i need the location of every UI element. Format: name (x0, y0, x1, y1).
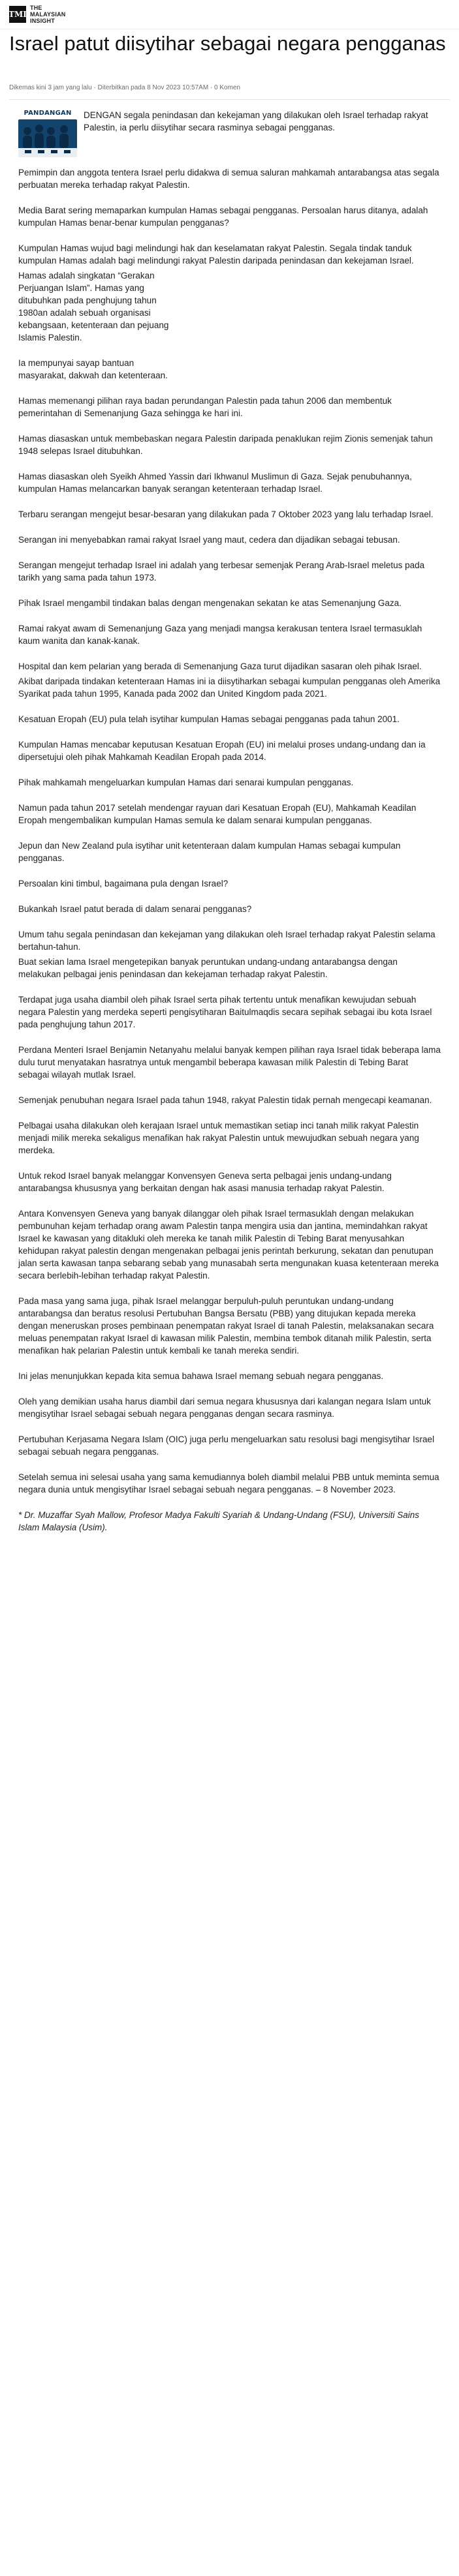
paragraph: Oleh yang demikian usaha harus diambil dari semua negara khususnya dari kalangan negara Islam untuk mengisytihar Israel sebagai sebuah negara pengganas dengan secara rasminya. (18, 1397, 431, 1419)
paragraph: Antara Konvensyen Geneva yang banyak dilanggar oleh pihak Israel termasuklah dengan melakukan pembunuhan kejam terhadap orang awam Palestin tanpa mengira usia dan jantina, memindahkan rakyat Israel ke kawasan yang ditakluki oleh mereka ke tanah milik Palestin di Tebing Barat menyusahkan kehidupan rakyat palestin dengan mengenakan pelbagai jenis perintah berkurung, sekatan dan penutupan jalan serta kawasan tanpa sebarang sebab yang munasabah serta mengunakan kuasa ketenteraan mereka secara berlebih-lebihan terhadap rakyat Palestin. (18, 1209, 439, 1280)
paragraph: Kumpulan Hamas wujud bagi melindungi hak dan keselamatan rakyat Palestin. Segala tindak tanduk kumpulan Hamas adalah bagi melindungi rakyat Palestin daripada penindasan dan kekejaman Israel. (18, 243, 414, 265)
article-header (0, 29, 459, 100)
paragraph: Semenjak penubuhan negara Israel pada tahun 1948, rakyat Palestin tidak pernah mengecapi keamanan. (18, 1095, 432, 1105)
lead-paragraph: DENGAN segala penindasan dan kekejaman yang dilakukan oleh Israel terhadap rakyat Palestin, ia perlu diisytihar secara rasminya sebagai pengganas. (84, 110, 428, 132)
site-header (0, 0, 459, 29)
paragraph: Akibat daripada tindakan ketenteraan Hamas ini ia diisytiharkan sebagai kumpulan pengganas oleh Amerika Syarikat pada tahun 1995, Kanada pada 2002 dan United Kingdom pada 2021. (18, 676, 441, 699)
paragraph: Ini jelas menunjukkan kepada kita semua bahawa Israel memang sebuah negara pengganas. (18, 1371, 384, 1381)
logo-wordmark: THE MALAYSIAN INSIGHT (30, 5, 66, 24)
paragraph: Hamas diasaskan oleh Syeikh Ahmed Yassin dari Ikhwanul Muslimun di Gaza. Sejak penubuhannya, kumpulan Hamas melancarkan banyak serangan ketenteraan terhadap Israel. (18, 472, 412, 494)
paragraph: Hamas adalah singkatan “Gerakan Perjuangan Islam”. Hamas yang ditubuhkan pada penghujung tahun 1980an adalah sebuah organisasi kebangsaan, ketenteraan dan pejuang Islamis Palestin. (18, 271, 169, 342)
paragraph: Serangan mengejut terhadap Israel ini adalah yang terbesar semenjak Perang Arab-Israel meletus pada tarikh yang sama pada tahun 1973. (18, 560, 425, 583)
paragraph: Kesatuan Eropah (EU) pula telah isytihar kumpulan Hamas sebagai pengganas pada tahun 2001. (18, 714, 400, 724)
lead-section (18, 109, 441, 157)
paragraph: Ramai rakyat awam di Semenanjung Gaza yang menjadi mangsa kerakusan tentera Israel termasuklah kaum wanita dan kanak-kanak. (18, 624, 422, 646)
article-title: Israel patut diisytihar sebagai negara pengganas (9, 32, 446, 55)
paragraph: Terbaru serangan mengejut besar-besaran yang dilakukan pada 7 Oktober 2023 yang lalu terhadap Israel. (18, 509, 434, 519)
article-body (0, 100, 459, 1534)
paragraph: Pihak mahkamah mengeluarkan kumpulan Hamas dari senarai kumpulan pengganas. (18, 778, 354, 787)
paragraph: Pada masa yang sama juga, pihak Israel melanggar berpuluh-puluh peruntukan undang-undang antarabangsa dan beratus resolusi Pertubuhan Bangsa Bersatu (PBB) yang ditujukan kepada mereka dengan meneruskan proses pembinaan penempatan rakyat Israel di tanah Palestin, melaksanakan secara meluas penempatan rakyat Israel di kawasan milik Palestin, membina tembok ditanah milik Palestin, serta menafikan hak pelarian Palestin untuk kembali ke tanah mereka sendiri. (18, 1296, 434, 1356)
paragraph: Buat sekian lama Israel mengetepikan banyak peruntukan undang-undang antarabangsa dengan melakukan pelbagai jenis penindasan dan kekejaman terhadap rakyat Palestin. (18, 957, 398, 979)
paragraph: Persoalan kini timbul, bagaimana pula dengan Israel? (18, 879, 229, 888)
paragraph: Serangan ini menyebabkan ramai rakyat Israel yang maut, cedera dan dijadikan sebagai tebusan. (18, 535, 400, 545)
column-badge-image (18, 109, 77, 157)
people-illustration-icon (18, 119, 77, 157)
site-logo[interactable] (9, 5, 65, 24)
paragraph: Hamas diasaskan untuk membebaskan negara Palestin daripada penaklukan rejim Zionis semenjak tahun 1948 selepas Israel ditubuhkan. (18, 434, 433, 456)
paragraph: Pihak Israel mengambil tindakan balas dengan mengenakan sekatan ke atas Semenanjung Gaza. (18, 598, 402, 608)
paragraph: Pertubuhan Kerjasama Negara Islam (OIC) juga perlu mengeluarkan satu resolusi bagi mengisytihar Israel sebagai sebuah negara pengganas. (18, 1434, 435, 1457)
paragraph: Pelbagai usaha dilakukan oleh kerajaan Israel untuk memastikan setiap inci tanah milik rakyat Palestin menjadi milik mereka sekaligus menafikan hak rakyat Palestin untuk mewujudkan sebuah negara yang merdeka. (18, 1121, 419, 1155)
logo-mark: TMI (9, 6, 26, 23)
paragraph: Hamas memenangi pilihan raya badan perundangan Palestin pada tahun 2006 dan membentuk pemerintahan di Semenanjung Gaza sehingga ke hari ini. (18, 396, 392, 418)
paragraph: Perdana Menteri Israel Benjamin Netanyahu melalui banyak kempen pilihan raya Israel tidak beberapa lama dulu turut menyatakan hasratnya untuk mengambil beberapa kawasan milik Palestin di Tebing Barat sebagai wilayah mutlak Israel. (18, 1045, 441, 1080)
paragraph: Ia mempunyai sayap bantuan masyarakat, dakwah dan ketenteraan. (18, 358, 168, 380)
paragraph: Hospital dan kem pelarian yang berada di Semenanjung Gaza turut dijadikan sasaran oleh pihak Israel. (18, 661, 422, 671)
column-badge-label: PANDANGAN (24, 110, 72, 117)
paragraph: Jepun dan New Zealand pula isytihar unit ketenteraan dalam kumpulan Hamas sebagai kumpulan pengganas. (18, 841, 401, 863)
paragraph: Terdapat juga usaha diambil oleh pihak Israel serta pihak tertentu untuk menafikan kewujudan sebuah negara Palestin yang merdeka seperti pengisytiharan Baitulmaqdis secara sepihak sebagai ibu kota Israel pada penghujung tahun 2017. (18, 995, 432, 1029)
paragraph: Pemimpin dan anggota tentera Israel perlu didakwa di semua saluran mahkamah antarabangsa atas segala perbuatan mereka terhadap rakyat Palestin. (18, 168, 439, 190)
author-footnote: * Dr. Muzaffar Syah Mallow, Profesor Madya Fakulti Syariah & Undang-Undang (FSU), Universiti Sains Islam Malaysia (Usim). (18, 1510, 419, 1532)
article-meta: Dikemas kini 3 jam yang lalu · Diterbitkan pada 8 Nov 2023 10:57AM · 0 Komen (9, 84, 450, 100)
paragraph: Setelah semua ini selesai usaha yang sama kemudiannya boleh diambil melalui PBB untuk meminta semua negara dunia untuk mengisytihar Israel sebagai sebuah negara pengganas. – 8 November 2023. (18, 1472, 439, 1494)
paragraph: Untuk rekod Israel banyak melanggar Konvensyen Geneva serta pelbagai jenis undang-undang antarabangsa khususnya yang berkaitan dengan hak asasi manusia terhadap rakyat Palestin. (18, 1171, 392, 1193)
paragraph: Media Barat sering memaparkan kumpulan Hamas sebagai pengganas. Persoalan harus ditanya, adalah kumpulan Hamas benar-benar kumpulan pengganas? (18, 205, 428, 228)
paragraph: Bukankah Israel patut berada di dalam senarai pengganas? (18, 904, 252, 914)
paragraph: Umum tahu segala penindasan dan kekejaman yang dilakukan oleh Israel terhadap rakyat Palestin selama bertahun-tahun. (18, 930, 435, 952)
paragraph: Namun pada tahun 2017 setelah mendengar rayuan dari Kesatuan Eropah (EU), Mahkamah Keadilan Eropah mengembalikan kumpulan Hamas semula ke dalam senarai kumpulan pengganas. (18, 803, 417, 825)
paragraph: Kumpulan Hamas mencabar keputusan Kesatuan Eropah (EU) ini melalui proses undang-undang dan ia dipersetujui oleh pihak Mahkamah Keadilan Eropah pada 2014. (18, 740, 426, 762)
